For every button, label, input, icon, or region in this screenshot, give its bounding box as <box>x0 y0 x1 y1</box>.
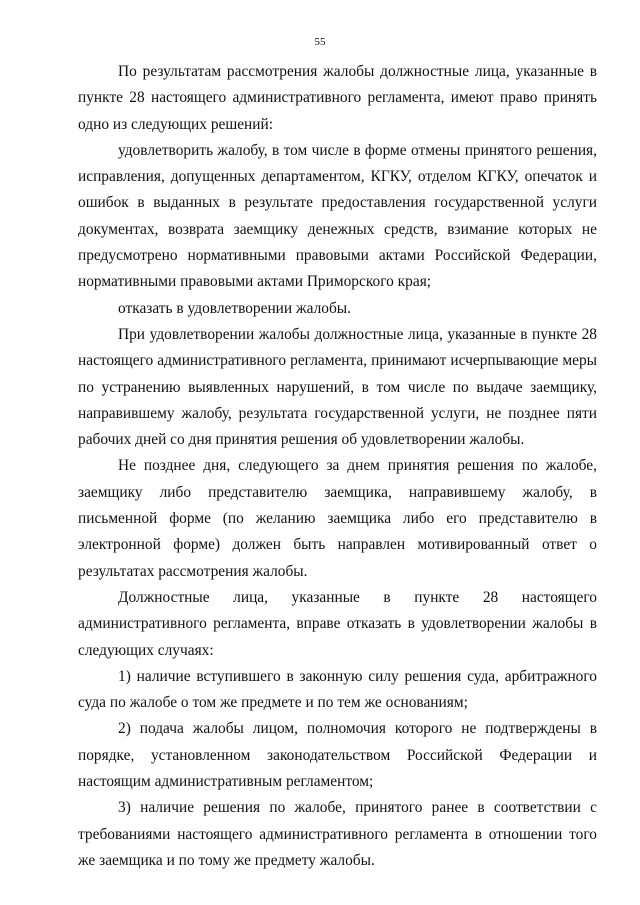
paragraph-review-results: По результатам рассмотрения жалобы должностные лица, указанные в пункте 28 настоящего административного регламента, имеют право принять одно из следующих решений: <box>78 63 597 133</box>
paragraph-satisfy-complaint: удовлетворить жалобу, в том числе в форме отмены принятого решения, исправления, допущенных департаментом, КГКУ, отделом КГКУ, опечаток и ошибок в выданных в результате предоставления государственной услуги документах, возврата заемщику денежных средств, взимание которых не предусмотрено нормативными правовыми актами Российской Федерации, нормативными правовыми актами Приморского края; <box>78 141 597 291</box>
list-item-prior-decision: 3) наличие решения по жалобе, принятого ранее в соответствии с требованиями настоящего административного регламента в отношении того же заемщика и по тому же предмету жалобы. <box>78 799 597 869</box>
document-body <box>78 59 597 874</box>
paragraph-refusal-grounds-intro: Должностные лица, указанные в пункте 28 настоящего административного регламента, вправе отказать в удовлетворении жалобы в следующих случаях: <box>78 588 597 659</box>
paragraph-upon-satisfaction: При удовлетворении жалобы должностные лица, указанные в пункте 28 настоящего административного регламента, принимают исчерпывающие меры по устранению выявленных нарушений, в том числе по выдаче заемщику, направившему жалобу, результата государственной услуги, не позднее пяти рабочих дней со дня принятия решения об удовлетворении жалобы. <box>78 325 597 449</box>
list-item-court-decision: 1) наличие вступившего в законную силу решения суда, арбитражного суда по жалобе о том же предмете и по тем же основаниям; <box>78 667 597 712</box>
page-number: 55 <box>314 36 326 48</box>
paragraph-refuse-complaint: отказать в удовлетворении жалобы. <box>118 299 352 317</box>
paragraph-response-deadline: Не позднее дня, следующего за днем принятия решения по жалобе, заемщику либо представителю заемщика, направившему жалобу, в письменной форме (по желанию заемщика либо его представителю в электронной форме) должен быть направлен мотивированный ответ о результатах рассмотрения жалобы. <box>78 457 597 580</box>
list-item-unconfirmed-authority: 2) подача жалобы лицом, полномочия которого не подтверждены в порядке, установленном законодательством Российской Федерации и настоящим административным регламентом; <box>78 720 597 791</box>
